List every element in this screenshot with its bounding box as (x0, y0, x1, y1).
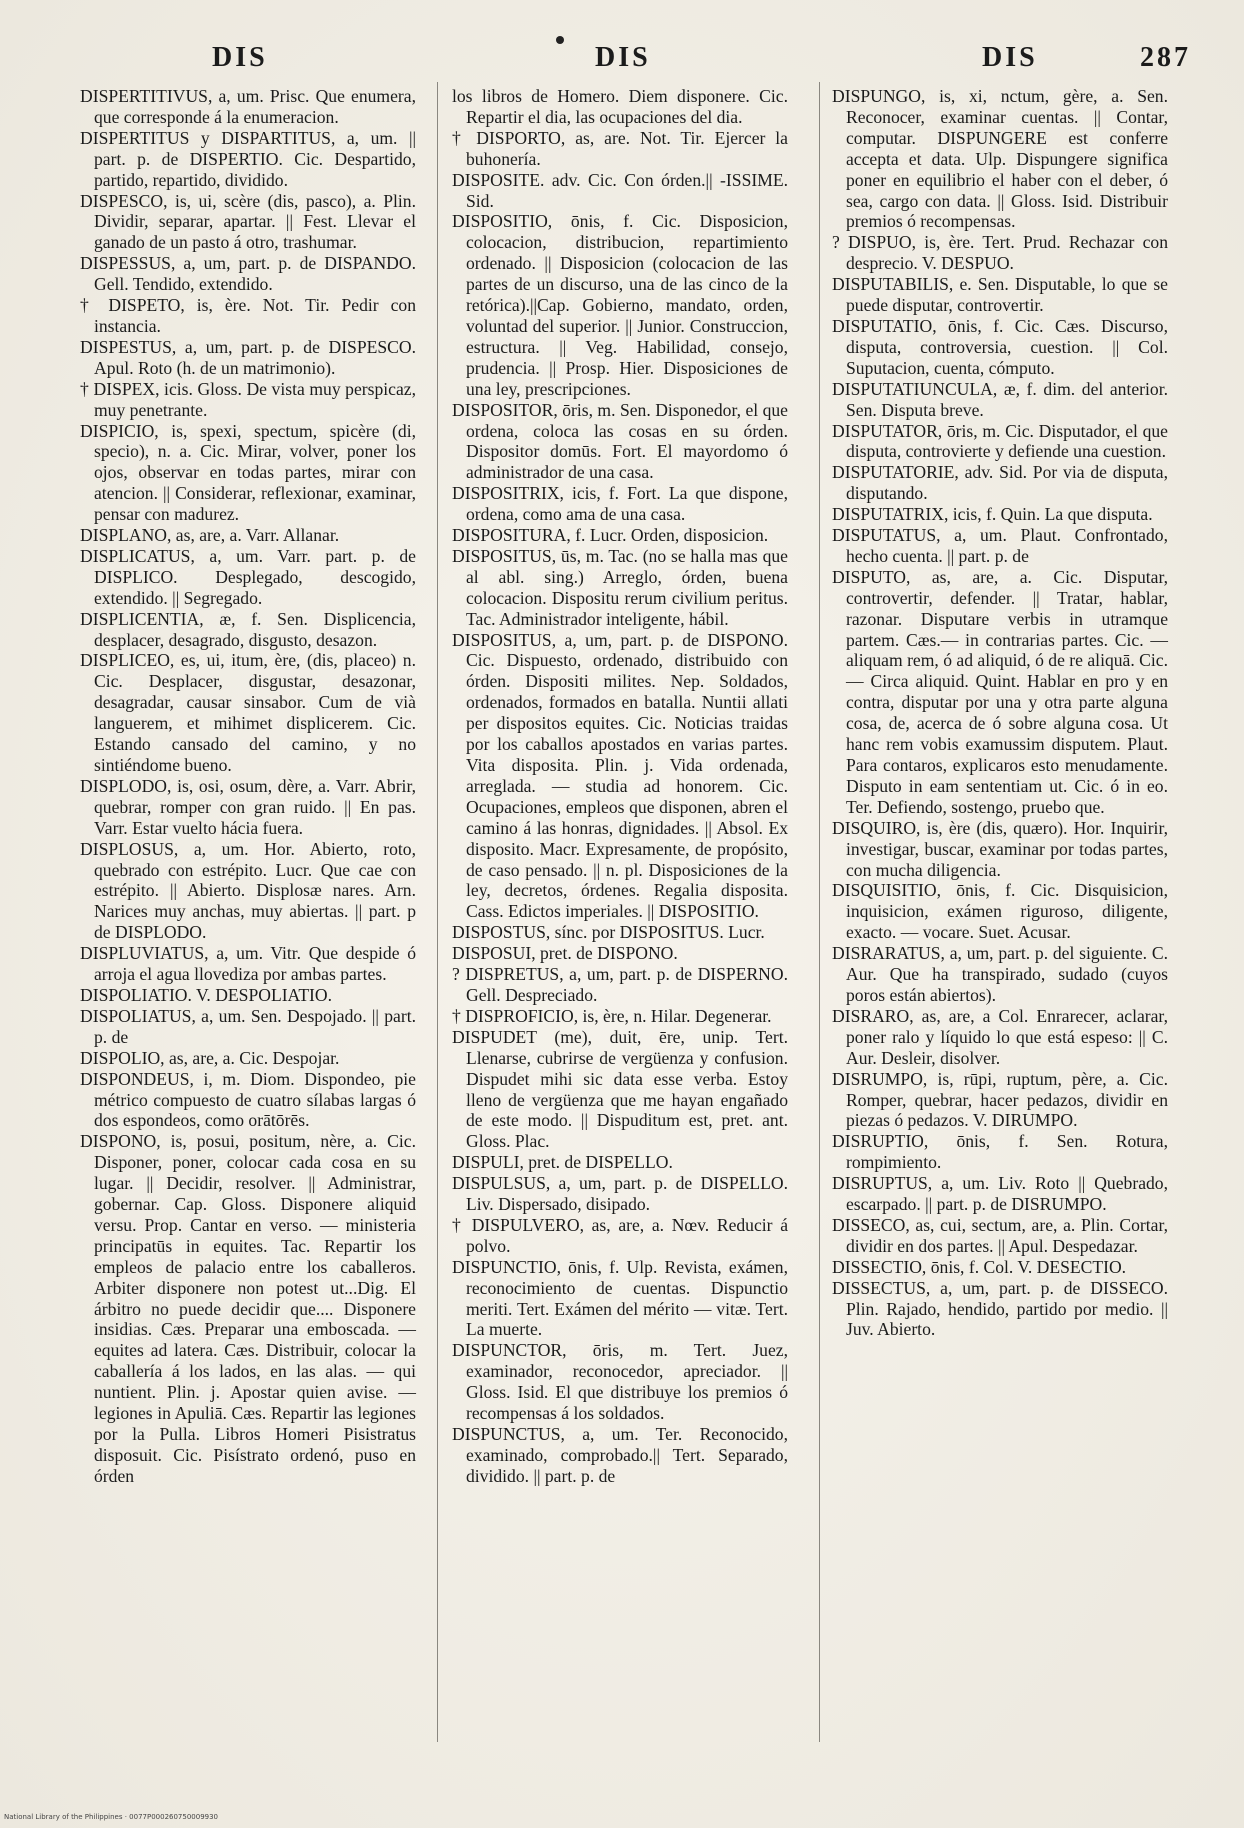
dictionary-entry: DISPERTITUS y DISPARTITUS, a, um. || part. p. de DISPERTIO. Cic. Despartido, partido, repartido, dividido. (80, 127, 416, 190)
dictionary-entry: DISPOSITURA, f. Lucr. Orden, disposicion. (452, 525, 769, 546)
column-3 (832, 86, 1168, 1340)
dictionary-entry: DISPULSUS, a, um, part. p. de DISPELLO. Liv. Dispersado, disipado. (452, 1173, 788, 1215)
dictionary-entry: DISPLODO, is, osi, osum, dère, a. Varr. Abrir, quebrar, romper con gran ruido. || En pas. Varr. Estar vuelto hácia fuera. (80, 775, 416, 838)
dictionary-entry: DISPUTO, as, are, a. Cic. Disputar, controvertir, defender. || Tratar, hablar, razonar. Disputare verbis in utramque partem. Cæs.— in contrarias partes. Cic. — aliquam rem, ó ad aliquid, ó de re aliquā. Cic. — Circa aliquid. Quint. Hablar en pro y en contra, disputar por una y otra parte alguna cosa, de, acerca de ó sobre alguna cosa. Ut hanc rem vobis examussim disputem. Plaut. Para contaros, explicaros esto menudamente. Disputo in eam sententiam ut. Cic. ó in eo. Ter. Defiendo, sostengo, pruebo que. (832, 566, 1168, 817)
dictionary-entry: DISSECTUS, a, um, part. p. de DISSECO. Plin. Rajado, hendido, partido por medio. || Juv. Abierto. (832, 1277, 1168, 1340)
dictionary-entry: DISQUIRO, is, ère (dis, quæro). Hor. Inquirir, investigar, buscar, examinar por todas partes, con mucha diligencia. (832, 817, 1168, 880)
dictionary-entry: DISSECO, as, cui, sectum, are, a. Plin. Cortar, dividir en dos partes. || Apul. Despedazar. (832, 1214, 1168, 1256)
dictionary-entry: DISPUNCTUS, a, um. Ter. Reconocido, examinado, comprobado.|| Tert. Separado, dividido. || part. p. de (452, 1424, 788, 1486)
dictionary-entry: † DISPORTO, as, are. Not. Tir. Ejercer la buhonería. (452, 127, 788, 169)
dictionary-entry: DISPUTATOR, ōris, m. Cic. Disputador, el que disputa, controvierte y defiende una cuestion. (832, 420, 1168, 462)
column-2 (452, 86, 788, 1487)
dictionary-entry: ? DISPUO, is, ère. Tert. Prud. Rechazar con desprecio. V. DESPUO. (832, 232, 1168, 274)
column-1 (80, 86, 416, 1487)
dictionary-entry: DISPLOSUS, a, um. Hor. Abierto, roto, quebrado con estrépito. Lucr. Que cae con estrépito. || Abierto. Displosæ nares. Arn. Narices muy anchas, muy abiertas. || part. p de DISPLODO. (80, 838, 416, 943)
dictionary-entry: DISPUTATIO, ōnis, f. Cic. Cæs. Discurso, disputa, controversia, cuestion. || Col. Suputacion, cuenta, cómputo. (832, 315, 1168, 378)
dictionary-entry: DISRUMPO, is, rūpi, ruptum, père, a. Cic. Romper, quebrar, hacer pedazos, dividir en piezas ó pedazos. V. DIRUMPO. (832, 1068, 1168, 1131)
scan-watermark: National Library of the Philippines · 0077P000260750009930 (4, 1813, 219, 1821)
dictionary-entry: DISPESTUS, a, um, part. p. de DISPESCO. Apul. Roto (h. de un matrimonio). (80, 336, 416, 378)
dictionary-entry: los libros de Homero. Diem disponere. Cic. Repartir el dia, las ocupaciones del dia. (452, 86, 788, 127)
running-head-left: DIS (212, 42, 268, 73)
dictionary-entry: DISPUTATIUNCULA, æ, f. dim. del anterior. Sen. Disputa breve. (832, 378, 1168, 420)
dictionary-entry: ? DISPRETUS, a, um, part. p. de DISPERNO. Gell. Despreciado. (452, 964, 788, 1005)
dictionary-entry: DISPUTABILIS, e. Sen. Disputable, lo que se puede disputar, controvertir. (832, 274, 1168, 316)
dictionary-entry: DISPLICATUS, a, um. Varr. part. p. de DISPLICO. Desplegado, descogido, extendido. || Segregado. (80, 545, 416, 608)
dictionary-entry: DISPUDET (me), duit, ēre, unip. Tert. Llenarse, cubrirse de vergüenza y confusion. Dispudet mihi sic data esse verba. Estoy lleno de vergüenza que me hayan engañado de este modo. || Dispuditum est, pret. ant. Gloss. Plac. (452, 1026, 788, 1152)
dictionary-entry: DISPLICENTIA, æ, f. Sen. Displicencia, desplacer, desagrado, disgusto, desazon. (80, 608, 416, 650)
page-number: 287 (1140, 42, 1191, 73)
dictionary-entry: DISPUNCTIO, ōnis, f. Ulp. Revista, exámen, reconocimiento de cuentas. Dispunctio meriti. Tert. Exámen del mérito — vitæ. Tert. La muerte. (452, 1256, 788, 1340)
dictionary-entry: DISRUPTUS, a, um. Liv. Roto || Quebrado, escarpado. || part. p. de DISRUMPO. (832, 1173, 1168, 1215)
dictionary-entry: DISPUTATUS, a, um. Plaut. Confrontado, hecho cuenta. || part. p. de (832, 525, 1168, 566)
dictionary-entry: DISSECTIO, ōnis, f. Col. V. DESECTIO. (832, 1256, 1127, 1277)
dictionary-entry: DISPUTATORIE, adv. Sid. Por via de disputa, disputando. (832, 462, 1168, 504)
dictionary-entry: DISPOSTUS, sínc. por DISPOSITUS. Lucr. (452, 922, 765, 943)
dictionary-entry: DISPOSITOR, ōris, m. Sen. Disponedor, el que ordena, coloca las cosas en su órden. Dispositor domūs. Fort. El mayordomo ó administrador de una casa. (452, 399, 788, 483)
dictionary-entry: DISPOSITRIX, icis, f. Fort. La que dispone, ordena, como ama de una casa. (452, 483, 788, 525)
print-speck (556, 36, 564, 44)
dictionary-entry: DISPULI, pret. de DISPELLO. (452, 1152, 673, 1173)
dictionary-entry: DISPONDEUS, i, m. Diom. Dispondeo, pie métrico compuesto de cuatro sílabas largas ó dos espondeos, como orātōrēs. (80, 1068, 416, 1131)
dictionary-entry: DISQUISITIO, ōnis, f. Cic. Disquisicion, inquisicion, exámen riguroso, diligente, exacto. — vocare. Suet. Acusar. (832, 880, 1168, 943)
dictionary-entry: DISPOLIO, as, are, a. Cic. Despojar. (80, 1047, 340, 1068)
dictionary-entry: DISPUNGO, is, xi, nctum, gère, a. Sen. Reconocer, examinar cuentas. || Contar, computar. DISPUNGERE est conferre accepta et data. Ulp. Dispungere significa poner en equilibrio el haber con el deber, ó sea, cargo con data. || Gloss. Isid. Distribuir premios ó recompensas. (832, 86, 1168, 232)
dictionary-entry: DISPOLIATIO. V. DESPOLIATIO. (80, 984, 333, 1005)
dictionary-entry: DISPICIO, is, spexi, spectum, spicère (di, specio), n. a. Cic. Mirar, volver, poner los ojos, observar en todas partes, mirar con atencion. || Considerar, reflexionar, examinar, pensar con madurez. (80, 420, 416, 525)
dictionary-entry: DISPUNCTOR, ōris, m. Tert. Juez, examinador, reconocedor, apreciador. || Gloss. Isid. El que distribuye los premios ó recompensas á los soldados. (452, 1340, 788, 1424)
dictionary-entry: DISRARATUS, a, um, part. p. del siguiente. C. Aur. Que ha transpirado, sudado (cuyos poros están abiertos). (832, 943, 1168, 1005)
dictionary-entry: DISPLANO, as, are, a. Varr. Allanar. (80, 525, 340, 546)
dictionary-entry: † DISPROFICIO, is, ère, n. Hilar. Degenerar. (452, 1005, 772, 1026)
running-head-center: DIS (595, 42, 651, 73)
dictionary-entry: DISPUTATRIX, icis, f. Quin. La que disputa. (832, 504, 1153, 525)
dictionary-entry: DISPOSITE. adv. Cic. Con órden.|| -ISSIME. Sid. (452, 169, 788, 211)
dictionary-entry: DISPLUVIATUS, a, um. Vitr. Que despide ó arroja el agua llovediza por ambas partes. (80, 943, 416, 985)
dictionary-entry: DISPOSUI, pret. de DISPONO. (452, 943, 678, 964)
column-divider-2 (819, 82, 820, 1742)
dictionary-entry: DISPOLIATUS, a, um. Sen. Despojado. || part. p. de (80, 1005, 416, 1047)
dictionary-entry: DISPONO, is, posui, positum, nère, a. Cic. Disponer, poner, colocar cada cosa en su lugar. || Decidir, resolver. || Administrar, gobernar. Cap. Gloss. Disponere aliquid versu. Prop. Cantar en verso. — ministeria principatūs in equites. Tac. Repartir los empleos de palacio entre los caballeros. Arbiter disponere non potest ut...Dig. El árbitro no puede decidir que.... Disponere insidias. Cæs. Preparar una emboscada. — equites ad latera. Cæs. Distribuir, colocar la caballería á los lados, en las alas. — qui nuntient. Plin. j. Apostar quien avise. — legiones in Apuliā. Cæs. Repartir las legiones por la Pulla. Libros Homeri Pisistratus disposuit. Cic. Pisístrato ordenó, puso en órden (80, 1131, 416, 1486)
dictionary-entry: DISPOSITUS, ūs, m. Tac. (no se halla mas que al abl. sing.) Arreglo, órden, buena colocacion. Dispositu rerum civilium peritus. Tac. Administrador inteligente, hábil. (452, 545, 788, 629)
dictionary-entry: † DISPULVERO, as, are, a. Nœv. Reducir á polvo. (452, 1214, 788, 1256)
dictionary-entry: † DISPETO, is, ère. Not. Tir. Pedir con instancia. (80, 295, 416, 336)
dictionary-entry: DISRUPTIO, ōnis, f. Sen. Rotura, rompimiento. (832, 1131, 1168, 1173)
dictionary-entry: DISPESCO, is, ui, scère (dis, pasco), a. Plin. Dividir, separar, apartar. || Fest. Llevar el ganado de un pasto á otro, trashumar. (80, 190, 416, 253)
column-divider-1 (437, 82, 438, 1742)
dictionary-entry: DISPOSITIO, ōnis, f. Cic. Disposicion, colocacion, distribucion, repartimiento ordenado. || Disposicion (colocacion de las partes de un discurso, una de las cinco de la retórica).||Cap. Gobierno, mandato, orden, voluntad del superior. || Junior. Construccion, estructura. || Veg. Habilidad, consejo, prudencia. || Prosp. Hier. Disposiciones de una ley, prescripciones. (452, 211, 788, 399)
dictionary-entry: DISPLICEO, es, ui, itum, ère, (dis, placeo) n. Cic. Desplacer, disgustar, desazonar, desagradar, causar sinsabor. Cum de vià languerem, et mihimet displicerem. Cic. Estando cansado del camino, y no sintiéndome bueno. (80, 650, 416, 775)
dictionary-entry: DISPESSUS, a, um, part. p. de DISPANDO. Gell. Tendido, extendido. (80, 253, 416, 295)
dictionary-entry: † DISPEX, icis. Gloss. De vista muy perspicaz, muy penetrante. (80, 378, 416, 420)
dictionary-entry: DISPOSITUS, a, um, part. p. de DISPONO. Cic. Dispuesto, ordenado, distribuido con órden. Dispositi milites. Nep. Soldados, ordenados, formados en batalla. Nuntii allati per dispositos equites. Cic. Noticias traidas por los caballos apostados en varias partes. Vita disposita. Plin. j. Vida ordenada, arreglada. — studia ad honorem. Cic. Ocupaciones, empleos que disponen, abren el camino á las honras, dignidades. || Absol. Ex disposito. Macr. Expresamente, de propósito, de caso pensado. || n. pl. Disposiciones de la ley, decretos, órdenes. Regalia disposita. Cass. Edictos imperiales. || DISPOSITIO. (452, 629, 788, 922)
dictionary-entry: DISRARO, as, are, a Col. Enrarecer, aclarar, poner ralo y líquido lo que está espeso: || C. Aur. Desleir, disolver. (832, 1005, 1168, 1068)
dictionary-entry: DISPERTITIVUS, a, um. Prisc. Que enumera, que corresponde á la enumeracion. (80, 86, 416, 127)
running-head-right: DIS (982, 42, 1038, 73)
